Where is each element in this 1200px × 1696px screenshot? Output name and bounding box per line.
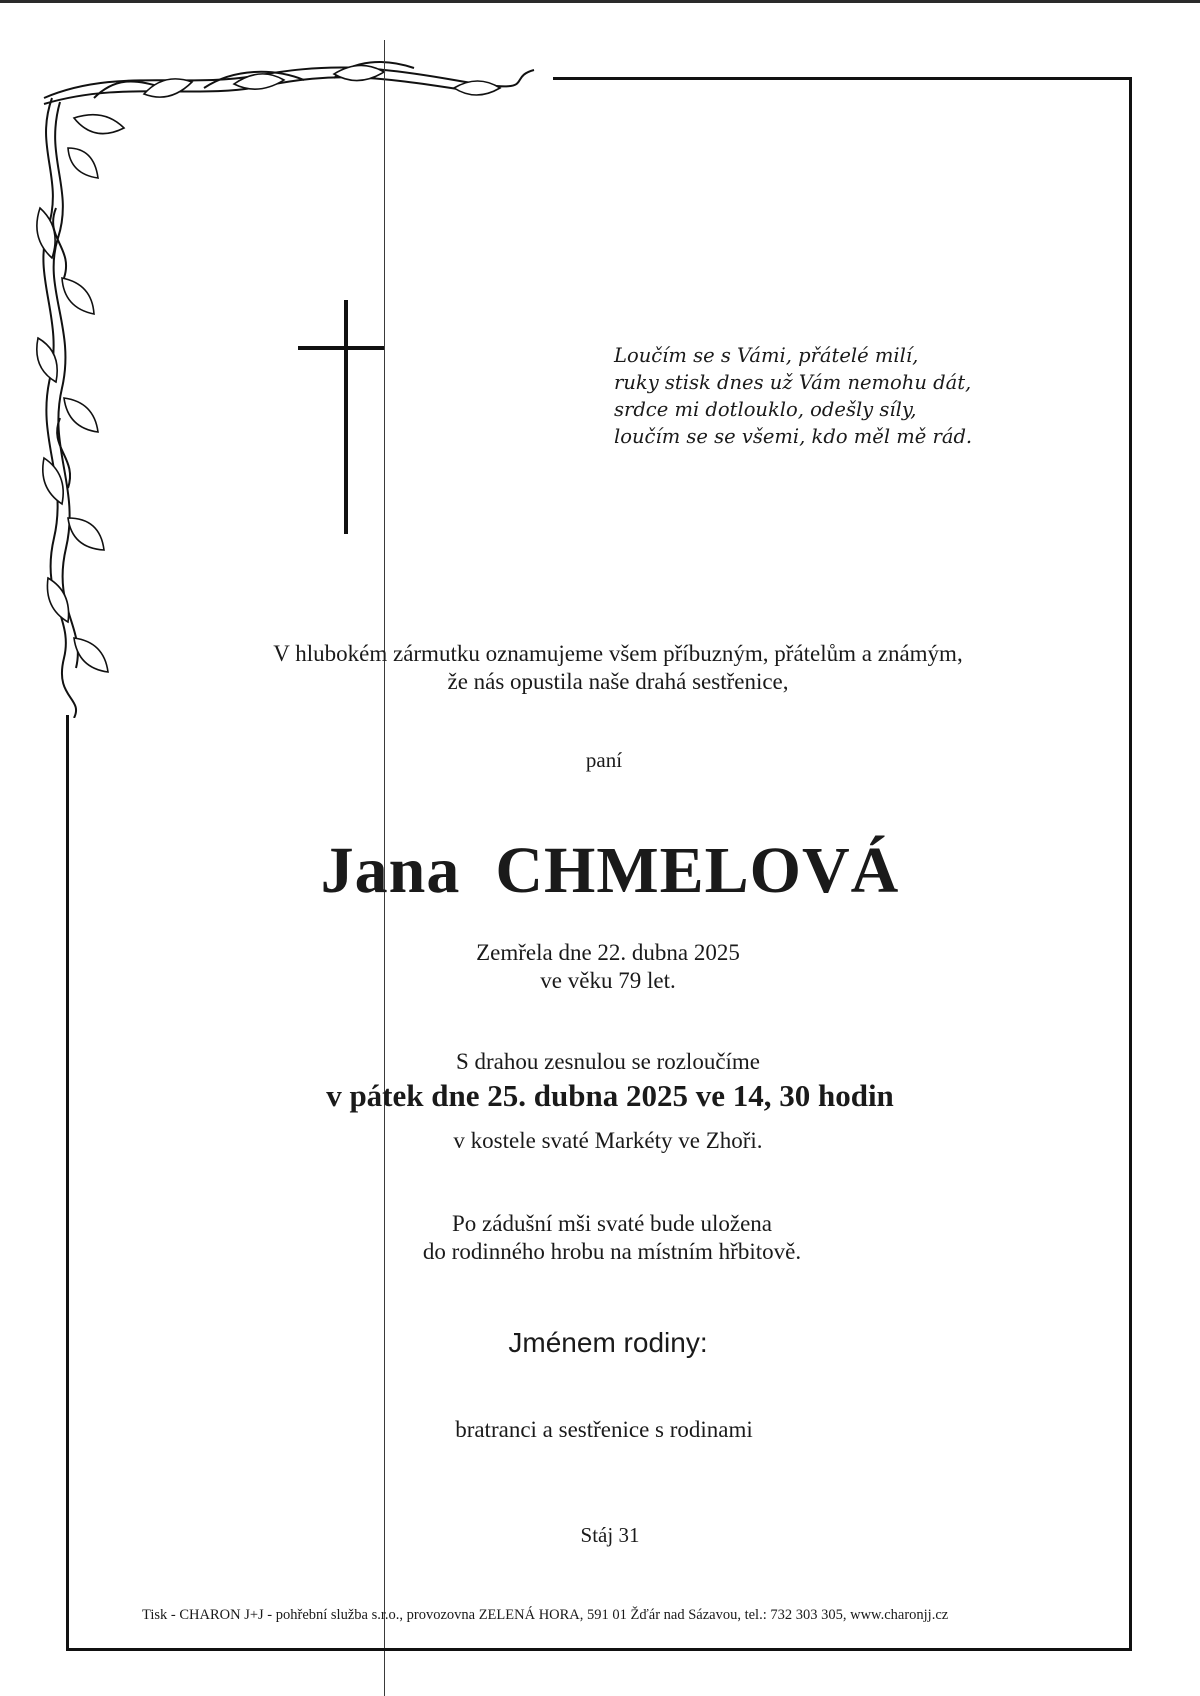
poem-line: srdce mi dotlouklo, odešly síly, [614, 398, 917, 421]
family-members: bratranci a sestřenice s rodinami [455, 1417, 753, 1442]
poem-line: loučím se se všemi, kdo měl mě rád. [614, 425, 973, 448]
vine-ornament-icon [34, 58, 554, 718]
frame-border-top [553, 77, 1131, 80]
deceased-title: paní [585, 748, 623, 772]
burial-line: do rodinného hrobu na místním hřbitově. [422, 1239, 802, 1264]
death-date: Zemřela dne 22. dubna 2025 [476, 940, 740, 965]
scan-edge [0, 0, 1200, 3]
frame-border-bottom [66, 1648, 1132, 1651]
poem-line: Loučím se s Vámi, přátelé milí, [614, 344, 919, 367]
deceased-name: Jana CHMELOVÁ [320, 834, 900, 907]
poem-line: ruky stisk dnes už Vám nemohu dát, [614, 371, 972, 394]
announcement [18, 640, 1200, 696]
family-label: Jménem rodiny: [508, 1327, 708, 1358]
cross-icon [298, 300, 384, 534]
burial-info [12, 1210, 1200, 1266]
announcement-line: že nás opustila naše drahá sestřenice, [447, 669, 789, 694]
age-at-death: ve věku 79 let. [540, 968, 676, 993]
death-info [8, 939, 1200, 995]
announcement-line: V hlubokém zármutku oznamujeme všem příbuzným, přátelům a známým, [273, 641, 963, 666]
ceremony-datetime: v pátek dne 25. dubna 2025 ve 14, 30 hodin [326, 1078, 894, 1113]
printer-footer: Tisk - CHARON J+J - pohřební služba s.r.o., provozovna ZELENÁ HORA, 591 01 Žďár nad Sázavou, tel.: 732 303 305, www.charonjj.cz [142, 1607, 949, 1623]
burial-line: Po zádušní mši svaté bude uložena [451, 1211, 772, 1236]
farewell-poem [614, 342, 1074, 450]
ceremony-place: v kostele svaté Markéty ve Zhoři. [453, 1128, 763, 1153]
family-address: Stáj 31 [580, 1523, 640, 1547]
ceremony-intro: S drahou zesnulou se rozloučíme [455, 1049, 761, 1074]
